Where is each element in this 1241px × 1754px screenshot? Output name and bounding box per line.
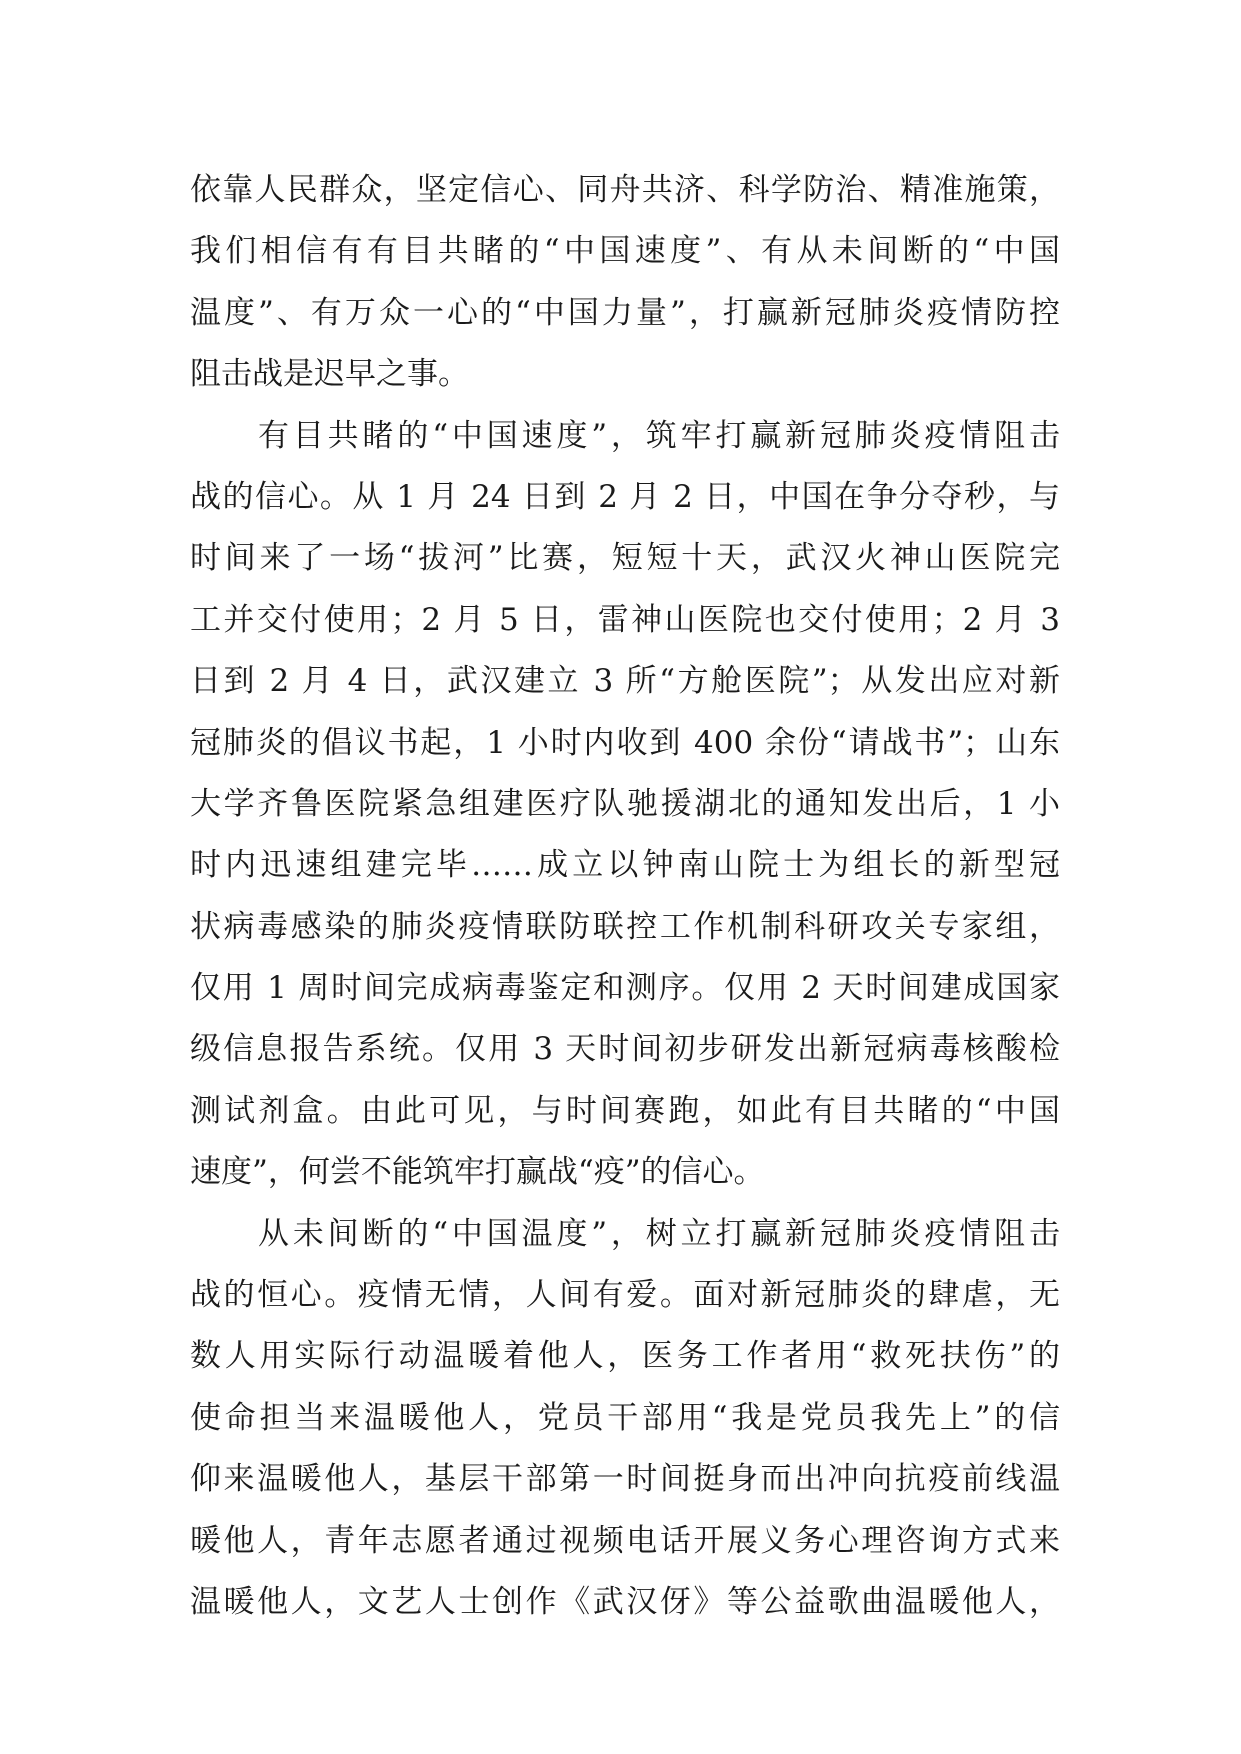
paragraph-first-line: 从未间断的“中国温度”，树立打赢新冠肺炎疫情阻击 xyxy=(258,1215,1060,1252)
text-line: 暖他人，青年志愿者通过视频电话开展义务心理咨询方式来 xyxy=(190,1522,1060,1559)
text-line: 依靠人民群众，坚定信心、同舟共济、科学防治、精准施策， xyxy=(190,172,1060,208)
text-line: 级信息报告系统。仅用 3 天时间初步研发出新冠病毒核酸检 xyxy=(190,1031,1060,1068)
text-line: 使命担当来温暖他人，党员干部用“我是党员我先上”的信 xyxy=(190,1399,1060,1436)
paragraph-first-line: 有目共睹的“中国速度”，筑牢打赢新冠肺炎疫情阻击 xyxy=(258,417,1060,454)
text-line: 日到 2 月 4 日，武汉建立 3 所“方舱医院”；从发出应对新 xyxy=(190,663,1060,700)
text-line: 时内迅速组建完毕……成立以钟南山院士为组长的新型冠 xyxy=(190,847,1060,884)
text-line: 冠肺炎的倡议书起，1 小时内收到 400 余份“请战书”；山东 xyxy=(190,724,1060,761)
text-line: 状病毒感染的肺炎疫情联防联控工作机制科研攻关专家组， xyxy=(190,908,1060,945)
text-line: 仅用 1 周时间完成病毒鉴定和测序。仅用 2 天时间建成国家 xyxy=(190,970,1060,1007)
text-line: 战的信心。从 1 月 24 日到 2 月 2 日，中国在争分夺秒，与 xyxy=(190,478,1060,515)
text-line: 时间来了一场“拔河”比赛，短短十天，武汉火神山医院完 xyxy=(190,540,1060,577)
text-line: 测试剂盒。由此可见，与时间赛跑，如此有目共睹的“中国 xyxy=(190,1092,1060,1129)
document-body xyxy=(190,160,1060,1633)
text-line: 温暖他人，文艺人士创作《武汉伢》等公益歌曲温暖他人， xyxy=(190,1583,1060,1620)
text-line: 仰来温暖他人，基层干部第一时间挺身而出冲向抗疫前线温 xyxy=(190,1461,1060,1498)
text-line: 我们相信有有目共睹的“中国速度”、有从未间断的“中国 xyxy=(190,233,1060,270)
text-line: 速度”，何尝不能筑牢打赢战“疫”的信心。 xyxy=(190,1154,765,1191)
text-line: 大学齐鲁医院紧急组建医疗队驰援湖北的通知发出后，1 小 xyxy=(190,785,1060,822)
text-line: 温度”、有万众一心的“中国力量”，打赢新冠肺炎疫情防控 xyxy=(190,294,1060,331)
text-line: 战的恒心。疫情无情，人间有爱。面对新冠肺炎的肆虐，无 xyxy=(190,1277,1060,1314)
text-line: 数人用实际行动温暖着他人，医务工作者用“救死扶伤”的 xyxy=(190,1338,1060,1375)
text-line: 工并交付使用；2 月 5 日，雷神山医院也交付使用；2 月 3 xyxy=(190,601,1060,638)
text-line: 阻击战是迟早之事。 xyxy=(190,356,469,393)
